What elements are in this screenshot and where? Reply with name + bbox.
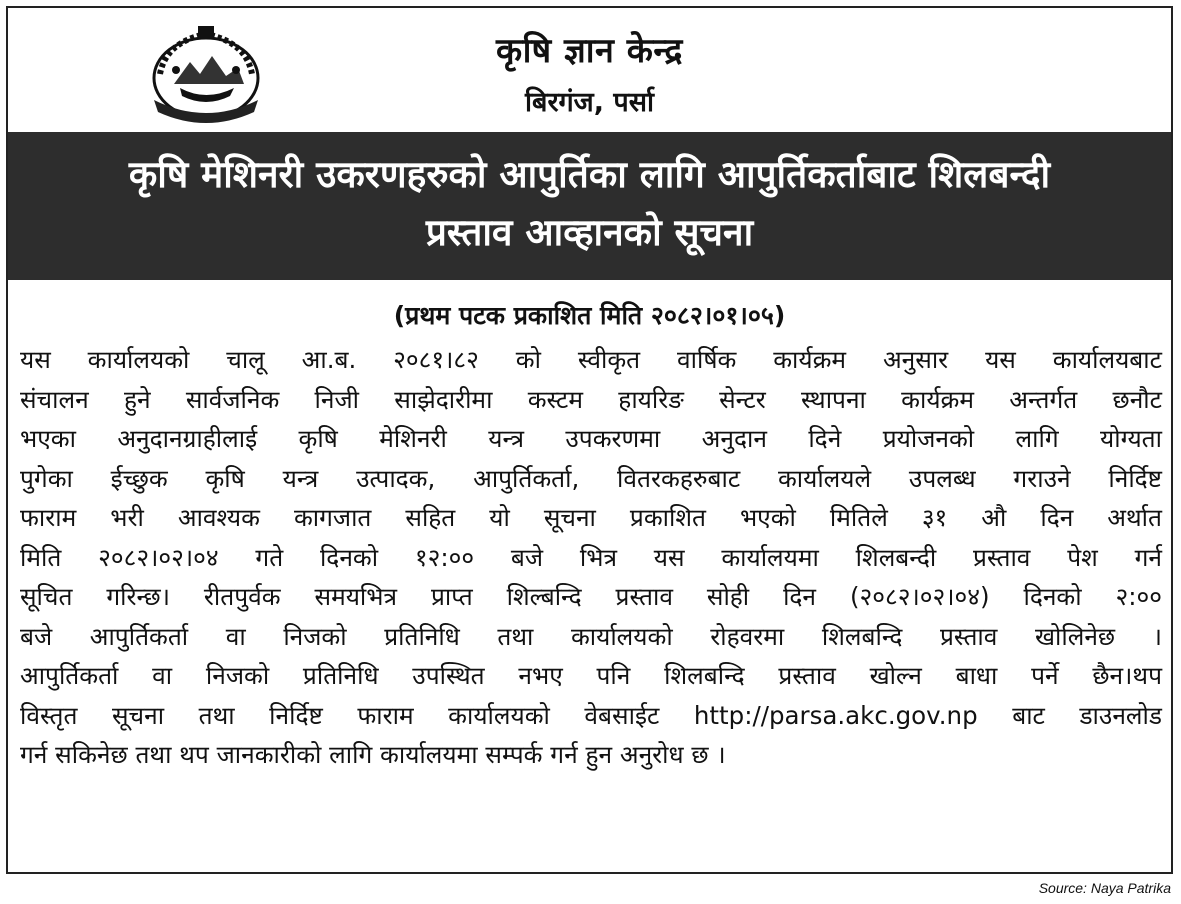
- body-line: भएका अनुदानग्राहीलाई कृषि मेशिनरी यन्त्र उपकरणमा अनुदान दिने प्रयोजनको लागि योग्यता: [20, 424, 1162, 453]
- body-line: बजे आपुर्तिकर्ता वा निजको प्रतिनिधि तथा कार्यालयको रोहवरमा शिलबन्दि प्रस्ताव खोलिनेछ ।: [20, 621, 1162, 651]
- notice-title-line-2: प्रस्ताव आव्हानको सूचना: [425, 211, 754, 254]
- org-location: बिरगंज, पर्सा: [525, 87, 654, 118]
- source-credit: Source: Naya Patrika: [1038, 880, 1171, 896]
- body-line: विस्तृत सूचना तथा निर्दिष्ट फाराम कार्यालयको वेबसाईट http://parsa.akc.gov.np बाट डाउनलोड: [20, 700, 1162, 730]
- notice-title-line-1: कृषि मेशिनरी उकरणहरुको आपुर्तिका लागि आपुर्तिकर्ताबाट शिलबन्दी: [128, 153, 1051, 196]
- body-line: पुगेका ईच्छुक कृषि यन्त्र उत्पादक, आपुर्तिकर्ता, वितरकहरुबाट कार्यालयले उपलब्ध गराउने निर्दिष्ट: [20, 463, 1162, 493]
- body-line: यस कार्यालयको चालू आ.ब. २०८१।८२ को स्वीकृत वार्षिक कार्यक्रम अनुसार यस कार्यालयबाट: [20, 345, 1162, 374]
- notice-header: [8, 8, 1171, 132]
- body-line: सूचित गरिन्छ। रीतपुर्वक समयभित्र प्राप्त शिल्बन्दि प्रस्ताव सोही दिन (२०८२।०२।०४) दिनको २:००: [20, 582, 1162, 611]
- publication-date-note: (प्रथम पटक प्रकाशित मिति २०८२।०१।०५): [393, 301, 786, 330]
- notice-title-band: [8, 132, 1171, 280]
- body-line: गर्न सकिनेछ तथा थप जानकारीको लागि कार्यालयमा सम्पर्क गर्न हुन अनुरोध छ ।: [20, 740, 726, 769]
- body-line: संचालन हुने सार्वजनिक निजी साझेदारीमा कस्टम हायरिङ सेन्टर स्थापना कार्यक्रम अन्तर्गत छनौट: [20, 384, 1162, 414]
- body-line: फाराम भरी आवश्यक कागजात सहित यो सूचना प्रकाशित भएको मितिले ३१ औ दिन अर्थात: [20, 503, 1162, 532]
- body-line: मिति २०८२।०२।०४ गते दिनको १२:०० बजे भित्र यस कार्यालयमा शिलबन्दी प्रस्ताव पेश गर्न: [20, 542, 1162, 572]
- notice-body: [20, 340, 1162, 775]
- org-name: कृषि ज्ञान केन्द्र: [496, 31, 683, 71]
- body-line: आपुर्तिकर्ता वा निजको प्रतिनिधि उपस्थित नभए पनि शिलबन्दि प्रस्ताव खोल्न बाधा पर्ने छैन।थप: [20, 661, 1162, 690]
- notice-frame: [6, 6, 1173, 874]
